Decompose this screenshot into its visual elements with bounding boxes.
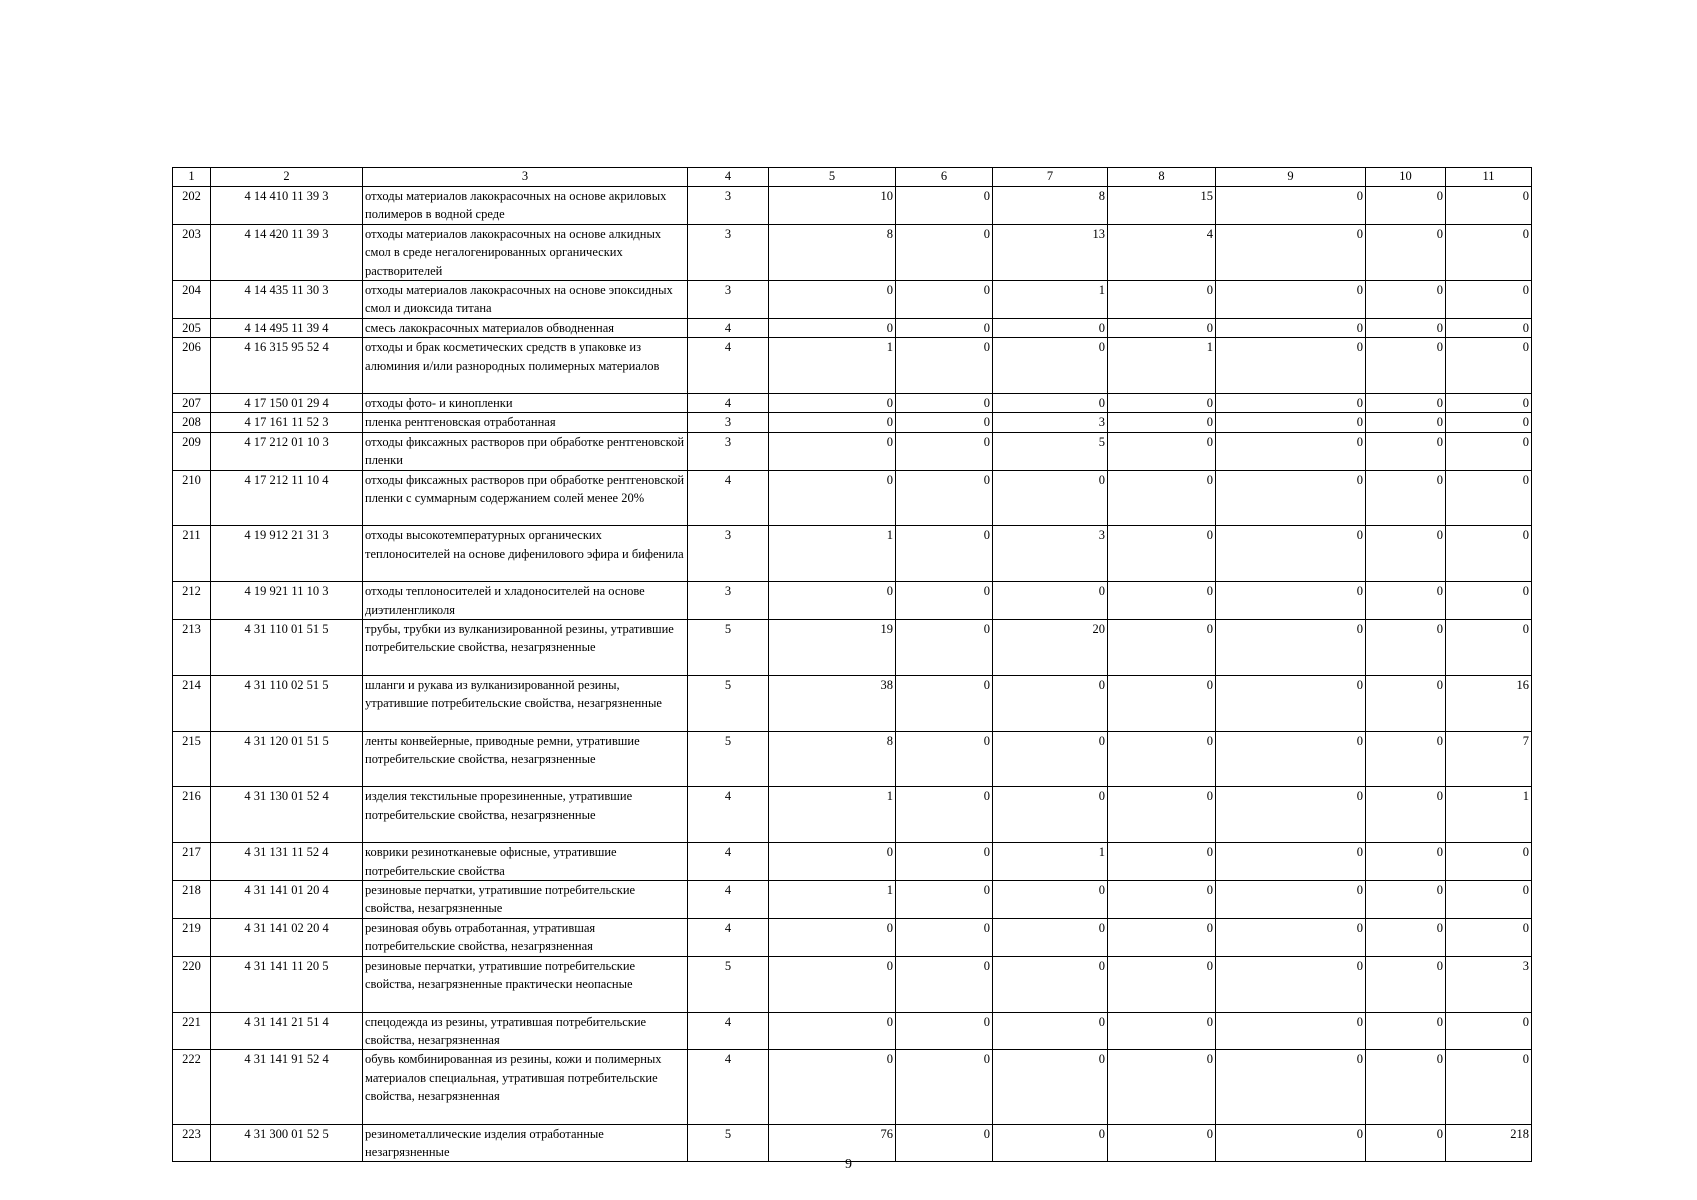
waste-name: отходы фиксажных растворов при обработке рентгеновской пленки <box>363 432 688 470</box>
value-col-11: 0 <box>1446 338 1532 394</box>
row-number: 208 <box>173 413 211 432</box>
value-col-8: 0 <box>1108 731 1216 787</box>
value-col-5: 0 <box>769 394 896 413</box>
value-col-11: 218 <box>1446 1124 1532 1162</box>
waste-name: коврики резинотканевые офисные, утратившие потребительские свойства <box>363 843 688 881</box>
value-col-10: 0 <box>1366 281 1446 319</box>
value-col-7: 0 <box>993 470 1108 526</box>
value-col-10: 0 <box>1366 731 1446 787</box>
value-col-10: 0 <box>1366 918 1446 956</box>
value-col-7: 0 <box>993 318 1108 337</box>
value-col-8: 0 <box>1108 1124 1216 1162</box>
hazard-class: 5 <box>688 1124 769 1162</box>
table-row <box>173 620 1532 676</box>
hazard-class: 4 <box>688 1050 769 1124</box>
value-col-11: 0 <box>1446 432 1532 470</box>
value-col-6: 0 <box>896 224 993 280</box>
table-row <box>173 881 1532 919</box>
col-header-6: 6 <box>896 168 993 187</box>
value-col-6: 0 <box>896 843 993 881</box>
hazard-class: 5 <box>688 620 769 676</box>
value-col-9: 0 <box>1216 413 1366 432</box>
value-col-8: 0 <box>1108 843 1216 881</box>
value-col-10: 0 <box>1366 224 1446 280</box>
table-row <box>173 413 1532 432</box>
table-row <box>173 956 1532 1012</box>
page-number: 9 <box>845 1157 852 1172</box>
value-col-8: 4 <box>1108 224 1216 280</box>
value-col-6: 0 <box>896 1050 993 1124</box>
table-row <box>173 281 1532 319</box>
value-col-6: 0 <box>896 338 993 394</box>
value-col-8: 0 <box>1108 881 1216 919</box>
value-col-9: 0 <box>1216 918 1366 956</box>
waste-name: отходы и брак косметических средств в упаковке из алюминия и/или разнородных полимерных материалов <box>363 338 688 394</box>
table-body <box>173 187 1532 1162</box>
waste-name: отходы теплоносителей и хладоносителей на основе диэтиленгликоля <box>363 582 688 620</box>
value-col-5: 0 <box>769 432 896 470</box>
value-col-9: 0 <box>1216 1050 1366 1124</box>
value-col-8: 15 <box>1108 187 1216 225</box>
row-number: 213 <box>173 620 211 676</box>
hazard-class: 4 <box>688 470 769 526</box>
value-col-9: 0 <box>1216 318 1366 337</box>
row-number: 211 <box>173 526 211 582</box>
col-header-3: 3 <box>363 168 688 187</box>
value-col-10: 0 <box>1366 1012 1446 1050</box>
value-col-5: 0 <box>769 843 896 881</box>
row-number: 212 <box>173 582 211 620</box>
row-number: 217 <box>173 843 211 881</box>
value-col-10: 0 <box>1366 413 1446 432</box>
value-col-10: 0 <box>1366 787 1446 843</box>
waste-name: пленка рентгеновская отработанная <box>363 413 688 432</box>
fkko-code: 4 31 131 11 52 4 <box>211 843 363 881</box>
header-row <box>173 168 1532 187</box>
value-col-8: 0 <box>1108 1012 1216 1050</box>
fkko-code: 4 31 141 11 20 5 <box>211 956 363 1012</box>
data-table-container <box>172 167 1531 1162</box>
waste-name: ленты конвейерные, приводные ремни, утратившие потребительские свойства, незагрязненные <box>363 731 688 787</box>
fkko-code: 4 31 141 21 51 4 <box>211 1012 363 1050</box>
value-col-5: 1 <box>769 881 896 919</box>
value-col-10: 0 <box>1366 318 1446 337</box>
value-col-7: 3 <box>993 526 1108 582</box>
value-col-8: 0 <box>1108 470 1216 526</box>
value-col-9: 0 <box>1216 394 1366 413</box>
hazard-class: 3 <box>688 187 769 225</box>
value-col-5: 19 <box>769 620 896 676</box>
col-header-7: 7 <box>993 168 1108 187</box>
table-row <box>173 1050 1532 1124</box>
value-col-5: 10 <box>769 187 896 225</box>
value-col-8: 0 <box>1108 918 1216 956</box>
row-number: 215 <box>173 731 211 787</box>
value-col-10: 0 <box>1366 187 1446 225</box>
table-row <box>173 224 1532 280</box>
waste-name: смесь лакокрасочных материалов обводненная <box>363 318 688 337</box>
hazard-class: 4 <box>688 318 769 337</box>
value-col-10: 0 <box>1366 881 1446 919</box>
waste-name: отходы материалов лакокрасочных на основе алкидных смол в среде негалогенированных органических растворителей <box>363 224 688 280</box>
value-col-7: 0 <box>993 1012 1108 1050</box>
value-col-6: 0 <box>896 881 993 919</box>
waste-name: отходы материалов лакокрасочных на основе эпоксидных смол и диоксида титана <box>363 281 688 319</box>
row-number: 219 <box>173 918 211 956</box>
value-col-9: 0 <box>1216 1012 1366 1050</box>
table-row <box>173 187 1532 225</box>
fkko-code: 4 31 300 01 52 5 <box>211 1124 363 1162</box>
value-col-9: 0 <box>1216 675 1366 731</box>
row-number: 202 <box>173 187 211 225</box>
value-col-7: 0 <box>993 675 1108 731</box>
value-col-11: 0 <box>1446 318 1532 337</box>
waste-table <box>172 167 1532 1162</box>
value-col-5: 0 <box>769 1012 896 1050</box>
value-col-6: 0 <box>896 470 993 526</box>
table-row <box>173 338 1532 394</box>
value-col-11: 0 <box>1446 843 1532 881</box>
col-header-4: 4 <box>688 168 769 187</box>
value-col-9: 0 <box>1216 787 1366 843</box>
table-row <box>173 318 1532 337</box>
value-col-7: 13 <box>993 224 1108 280</box>
value-col-8: 0 <box>1108 956 1216 1012</box>
value-col-11: 3 <box>1446 956 1532 1012</box>
value-col-10: 0 <box>1366 582 1446 620</box>
value-col-8: 0 <box>1108 413 1216 432</box>
value-col-7: 0 <box>993 582 1108 620</box>
value-col-11: 0 <box>1446 526 1532 582</box>
value-col-11: 1 <box>1446 787 1532 843</box>
waste-name: изделия текстильные прорезиненные, утратившие потребительские свойства, незагрязненные <box>363 787 688 843</box>
hazard-class: 5 <box>688 675 769 731</box>
value-col-6: 0 <box>896 956 993 1012</box>
value-col-11: 0 <box>1446 582 1532 620</box>
value-col-7: 0 <box>993 338 1108 394</box>
value-col-11: 16 <box>1446 675 1532 731</box>
value-col-8: 0 <box>1108 318 1216 337</box>
fkko-code: 4 31 141 01 20 4 <box>211 881 363 919</box>
value-col-10: 0 <box>1366 1050 1446 1124</box>
fkko-code: 4 17 150 01 29 4 <box>211 394 363 413</box>
value-col-6: 0 <box>896 620 993 676</box>
hazard-class: 5 <box>688 731 769 787</box>
table-row <box>173 432 1532 470</box>
col-header-2: 2 <box>211 168 363 187</box>
value-col-7: 0 <box>993 918 1108 956</box>
value-col-7: 0 <box>993 956 1108 1012</box>
waste-name: резиновая обувь отработанная, утратившая потребительские свойства, незагрязненная <box>363 918 688 956</box>
value-col-8: 1 <box>1108 338 1216 394</box>
value-col-11: 0 <box>1446 470 1532 526</box>
value-col-5: 0 <box>769 582 896 620</box>
value-col-6: 0 <box>896 187 993 225</box>
value-col-6: 0 <box>896 281 993 319</box>
value-col-6: 0 <box>896 413 993 432</box>
value-col-7: 1 <box>993 843 1108 881</box>
value-col-6: 0 <box>896 1012 993 1050</box>
waste-name: шланги и рукава из вулканизированной резины, утратившие потребительские свойства, незагрязненные <box>363 675 688 731</box>
hazard-class: 4 <box>688 338 769 394</box>
col-header-5: 5 <box>769 168 896 187</box>
table-row <box>173 582 1532 620</box>
value-col-8: 0 <box>1108 675 1216 731</box>
value-col-7: 8 <box>993 187 1108 225</box>
table-row <box>173 526 1532 582</box>
row-number: 214 <box>173 675 211 731</box>
col-header-10: 10 <box>1366 168 1446 187</box>
table-row <box>173 731 1532 787</box>
value-col-9: 0 <box>1216 843 1366 881</box>
value-col-10: 0 <box>1366 956 1446 1012</box>
row-number: 205 <box>173 318 211 337</box>
value-col-6: 0 <box>896 318 993 337</box>
value-col-10: 0 <box>1366 675 1446 731</box>
table-row <box>173 918 1532 956</box>
value-col-6: 0 <box>896 582 993 620</box>
value-col-5: 76 <box>769 1124 896 1162</box>
row-number: 218 <box>173 881 211 919</box>
value-col-10: 0 <box>1366 526 1446 582</box>
fkko-code: 4 16 315 95 52 4 <box>211 338 363 394</box>
value-col-8: 0 <box>1108 526 1216 582</box>
value-col-11: 7 <box>1446 731 1532 787</box>
value-col-9: 0 <box>1216 620 1366 676</box>
value-col-5: 1 <box>769 338 896 394</box>
waste-name: отходы фиксажных растворов при обработке рентгеновской пленки с суммарным содержанием солей менее 20% <box>363 470 688 526</box>
value-col-9: 0 <box>1216 338 1366 394</box>
value-col-6: 0 <box>896 432 993 470</box>
value-col-5: 0 <box>769 1050 896 1124</box>
table-row <box>173 843 1532 881</box>
waste-name: отходы фото- и кинопленки <box>363 394 688 413</box>
table-row <box>173 394 1532 413</box>
value-col-10: 0 <box>1366 470 1446 526</box>
value-col-7: 0 <box>993 1124 1108 1162</box>
value-col-11: 0 <box>1446 394 1532 413</box>
value-col-10: 0 <box>1366 843 1446 881</box>
row-number: 209 <box>173 432 211 470</box>
value-col-8: 0 <box>1108 1050 1216 1124</box>
value-col-11: 0 <box>1446 881 1532 919</box>
value-col-9: 0 <box>1216 582 1366 620</box>
value-col-9: 0 <box>1216 526 1366 582</box>
value-col-7: 5 <box>993 432 1108 470</box>
value-col-11: 0 <box>1446 1050 1532 1124</box>
value-col-6: 0 <box>896 731 993 787</box>
value-col-8: 0 <box>1108 432 1216 470</box>
value-col-10: 0 <box>1366 394 1446 413</box>
value-col-5: 0 <box>769 918 896 956</box>
table-row <box>173 675 1532 731</box>
value-col-9: 0 <box>1216 731 1366 787</box>
row-number: 223 <box>173 1124 211 1162</box>
fkko-code: 4 31 141 91 52 4 <box>211 1050 363 1124</box>
hazard-class: 5 <box>688 956 769 1012</box>
hazard-class: 4 <box>688 1012 769 1050</box>
fkko-code: 4 17 212 11 10 4 <box>211 470 363 526</box>
row-number: 207 <box>173 394 211 413</box>
value-col-9: 0 <box>1216 224 1366 280</box>
table-row <box>173 470 1532 526</box>
fkko-code: 4 31 110 01 51 5 <box>211 620 363 676</box>
value-col-11: 0 <box>1446 224 1532 280</box>
table-row <box>173 787 1532 843</box>
value-col-6: 0 <box>896 675 993 731</box>
value-col-9: 0 <box>1216 881 1366 919</box>
fkko-code: 4 17 212 01 10 3 <box>211 432 363 470</box>
value-col-8: 0 <box>1108 582 1216 620</box>
row-number: 206 <box>173 338 211 394</box>
col-header-8: 8 <box>1108 168 1216 187</box>
hazard-class: 4 <box>688 843 769 881</box>
value-col-6: 0 <box>896 1124 993 1162</box>
value-col-5: 1 <box>769 787 896 843</box>
table-row <box>173 1012 1532 1050</box>
value-col-10: 0 <box>1366 1124 1446 1162</box>
fkko-code: 4 14 435 11 30 3 <box>211 281 363 319</box>
row-number: 204 <box>173 281 211 319</box>
value-col-8: 0 <box>1108 394 1216 413</box>
waste-name: обувь комбинированная из резины, кожи и полимерных материалов специальная, утратившая потребительские свойства, незагрязненная <box>363 1050 688 1124</box>
hazard-class: 4 <box>688 918 769 956</box>
row-number: 216 <box>173 787 211 843</box>
value-col-6: 0 <box>896 394 993 413</box>
value-col-5: 0 <box>769 281 896 319</box>
row-number: 210 <box>173 470 211 526</box>
value-col-9: 0 <box>1216 956 1366 1012</box>
waste-name: резиновые перчатки, утратившие потребительские свойства, незагрязненные практически неопасные <box>363 956 688 1012</box>
value-col-6: 0 <box>896 918 993 956</box>
value-col-11: 0 <box>1446 620 1532 676</box>
value-col-6: 0 <box>896 787 993 843</box>
value-col-10: 0 <box>1366 432 1446 470</box>
value-col-7: 3 <box>993 413 1108 432</box>
fkko-code: 4 19 912 21 31 3 <box>211 526 363 582</box>
value-col-6: 0 <box>896 526 993 582</box>
hazard-class: 4 <box>688 787 769 843</box>
fkko-code: 4 31 110 02 51 5 <box>211 675 363 731</box>
value-col-11: 0 <box>1446 918 1532 956</box>
hazard-class: 4 <box>688 881 769 919</box>
row-number: 220 <box>173 956 211 1012</box>
hazard-class: 3 <box>688 526 769 582</box>
fkko-code: 4 31 141 02 20 4 <box>211 918 363 956</box>
waste-name: отходы материалов лакокрасочных на основе акриловых полимеров в водной среде <box>363 187 688 225</box>
waste-name: трубы, трубки из вулканизированной резины, утратившие потребительские свойства, незагрязненные <box>363 620 688 676</box>
value-col-5: 0 <box>769 318 896 337</box>
waste-name: спецодежда из резины, утратившая потребительские свойства, незагрязненная <box>363 1012 688 1050</box>
value-col-5: 38 <box>769 675 896 731</box>
value-col-10: 0 <box>1366 620 1446 676</box>
value-col-8: 0 <box>1108 281 1216 319</box>
value-col-10: 0 <box>1366 338 1446 394</box>
value-col-9: 0 <box>1216 187 1366 225</box>
hazard-class: 3 <box>688 413 769 432</box>
hazard-class: 3 <box>688 224 769 280</box>
value-col-11: 0 <box>1446 413 1532 432</box>
col-header-1: 1 <box>173 168 211 187</box>
value-col-7: 0 <box>993 394 1108 413</box>
value-col-11: 0 <box>1446 1012 1532 1050</box>
fkko-code: 4 31 120 01 51 5 <box>211 731 363 787</box>
hazard-class: 3 <box>688 432 769 470</box>
value-col-9: 0 <box>1216 470 1366 526</box>
waste-name: отходы высокотемпературных органических теплоносителей на основе дифенилового эфира и бифенила <box>363 526 688 582</box>
value-col-7: 0 <box>993 731 1108 787</box>
waste-name: резинометаллические изделия отработанные незагрязненные <box>363 1124 688 1162</box>
value-col-8: 0 <box>1108 620 1216 676</box>
fkko-code: 4 19 921 11 10 3 <box>211 582 363 620</box>
value-col-7: 1 <box>993 281 1108 319</box>
hazard-class: 3 <box>688 582 769 620</box>
value-col-7: 20 <box>993 620 1108 676</box>
fkko-code: 4 31 130 01 52 4 <box>211 787 363 843</box>
fkko-code: 4 17 161 11 52 3 <box>211 413 363 432</box>
fkko-code: 4 14 410 11 39 3 <box>211 187 363 225</box>
value-col-5: 8 <box>769 224 896 280</box>
hazard-class: 3 <box>688 281 769 319</box>
value-col-5: 8 <box>769 731 896 787</box>
col-header-9: 9 <box>1216 168 1366 187</box>
value-col-5: 0 <box>769 470 896 526</box>
value-col-11: 0 <box>1446 281 1532 319</box>
value-col-9: 0 <box>1216 281 1366 319</box>
value-col-5: 0 <box>769 956 896 1012</box>
waste-name: резиновые перчатки, утратившие потребительские свойства, незагрязненные <box>363 881 688 919</box>
value-col-8: 0 <box>1108 787 1216 843</box>
col-header-11: 11 <box>1446 168 1532 187</box>
row-number: 203 <box>173 224 211 280</box>
value-col-9: 0 <box>1216 1124 1366 1162</box>
value-col-5: 0 <box>769 413 896 432</box>
row-number: 221 <box>173 1012 211 1050</box>
value-col-7: 0 <box>993 787 1108 843</box>
value-col-5: 1 <box>769 526 896 582</box>
hazard-class: 4 <box>688 394 769 413</box>
value-col-11: 0 <box>1446 187 1532 225</box>
value-col-7: 0 <box>993 881 1108 919</box>
value-col-7: 0 <box>993 1050 1108 1124</box>
row-number: 222 <box>173 1050 211 1124</box>
fkko-code: 4 14 495 11 39 4 <box>211 318 363 337</box>
fkko-code: 4 14 420 11 39 3 <box>211 224 363 280</box>
value-col-9: 0 <box>1216 432 1366 470</box>
